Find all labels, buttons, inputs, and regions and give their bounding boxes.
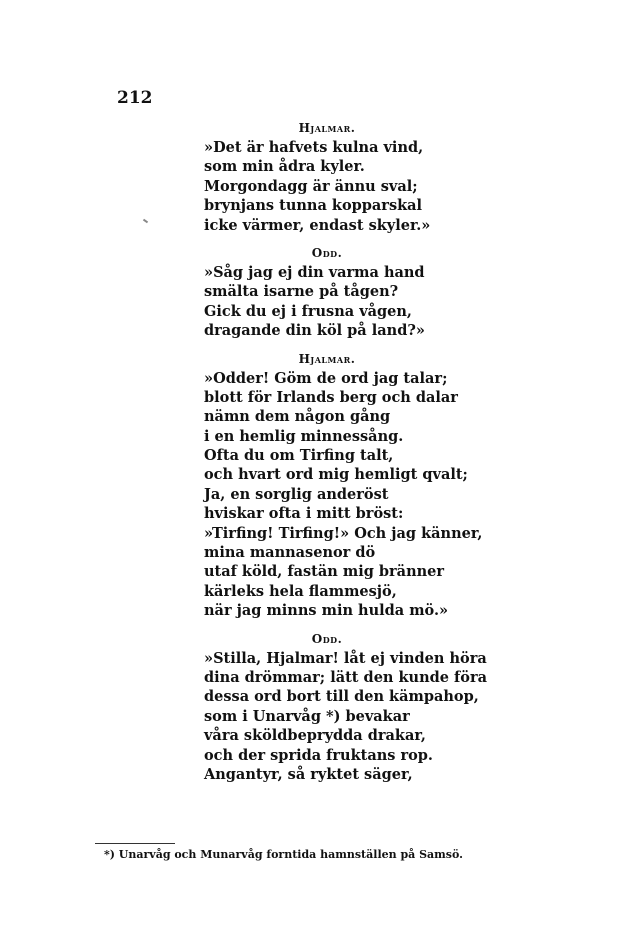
verse-line: i en hemlig minnessång.	[204, 427, 404, 445]
verse-line: dessa ord bort till den kämpahop,	[204, 688, 479, 706]
verse-line: icke värmer, endast skyler.»	[204, 216, 431, 234]
verse-line: »Odder! Göm de ord jag talar;	[204, 369, 448, 387]
footnote-divider	[95, 843, 175, 844]
verse-line: när jag minns min hulda mö.»	[204, 602, 449, 620]
verse-line: mina mannasenor dö	[204, 544, 376, 562]
verse-line: kärleks hela flammesjö,	[204, 582, 397, 600]
poem	[204, 120, 487, 784]
verse-line: som min ådra kyler.	[204, 158, 365, 176]
verse-line: »Tirfing! Tirfing!» Och jag känner,	[204, 524, 483, 542]
stanza	[204, 263, 464, 341]
verse-line: och der sprida fruktans rop.	[204, 746, 433, 764]
page-number: 212	[117, 88, 153, 108]
section-odd-2	[204, 631, 487, 785]
section-hjalmar-2	[204, 351, 483, 621]
verse-line: Morgondagg är ännu sval;	[204, 177, 418, 195]
verse-line: dina drömmar; lätt den kunde föra	[204, 668, 487, 686]
stanza	[204, 138, 464, 235]
verse-line: »Såg jag ej din varma hand	[204, 263, 425, 281]
footnote: *) Unarvåg och Munarvåg forntida hamnställen på Samsö.	[104, 848, 463, 861]
section-hjalmar-1	[204, 120, 464, 235]
stanza	[204, 369, 483, 621]
section-odd-1	[204, 245, 464, 341]
verse-line: Ja, en sorglig anderöst	[204, 485, 389, 503]
verse-line: »Det är hafvets kulna vind,	[204, 139, 424, 156]
speaker-name: Odd.	[311, 245, 343, 260]
verse-line: Angantyr, så ryktet säger,	[204, 765, 413, 783]
verse-line: nämn dem någon gång	[204, 408, 391, 426]
speaker-name: Odd.	[311, 631, 343, 646]
verse-line: brynjans tunna kopparskal	[204, 197, 423, 215]
verse-line: utaf köld, fastän mig bränner	[204, 563, 445, 581]
verse-line: som i Unarvåg *) bevakar	[204, 707, 410, 725]
verse-line: »Stilla, Hjalmar! låt ej vinden höra	[204, 649, 487, 667]
verse-line: och hvart ord mig hemligt qvalt;	[204, 466, 468, 484]
stray-mark	[143, 219, 148, 224]
speaker-name: Hjalmar.	[298, 351, 356, 366]
stanza	[204, 649, 487, 785]
verse-line: hviskar ofta i mitt bröst:	[204, 505, 404, 523]
verse-line: smälta isarne på tågen?	[204, 283, 399, 301]
verse-line: blott för Irlands berg och dalar	[204, 388, 458, 406]
verse-line: våra sköldbeprydda drakar,	[204, 727, 426, 745]
verse-line: Ofta du om Tirfing talt,	[204, 447, 394, 465]
verse-line: Gick du ej i frusna vågen,	[204, 302, 412, 320]
verse-line: dragande din köl på land?»	[204, 322, 425, 340]
speaker-name: Hjalmar.	[298, 121, 356, 135]
